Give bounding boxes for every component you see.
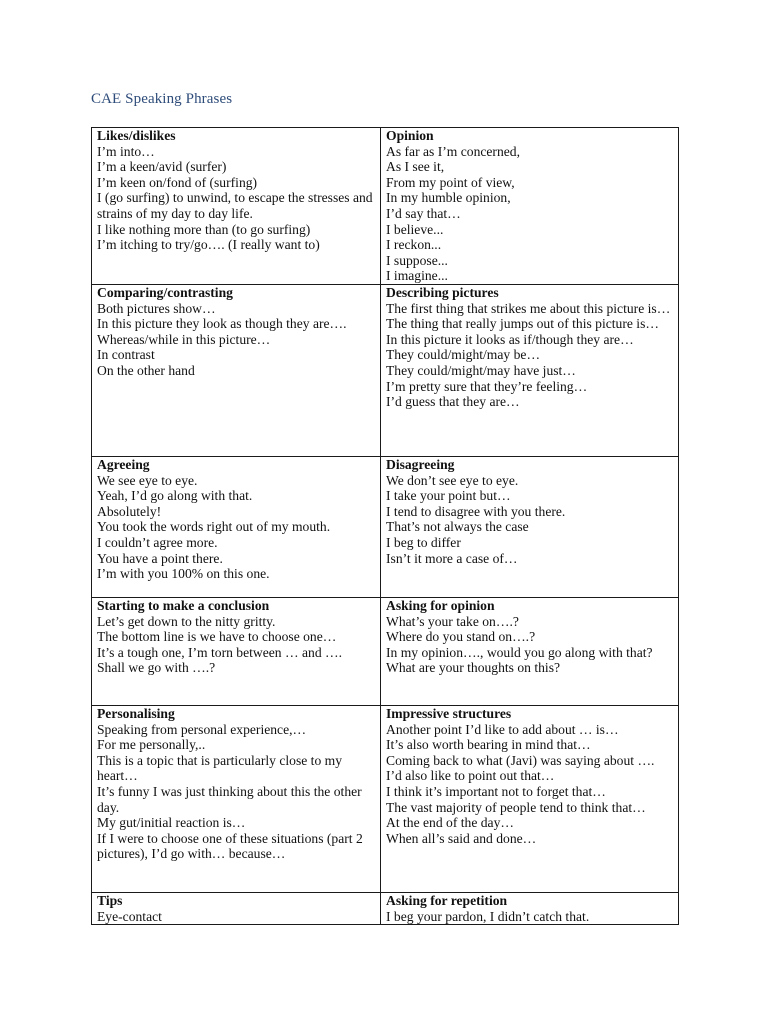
phrase-item: Let’s get down to the nitty gritty. (97, 613, 276, 629)
phrase-item: It’s funny I was just thinking about this the other day. (97, 783, 362, 815)
phrase-item: If I were to choose one of these situations (part 2 pictures), I’d go with… because… (97, 830, 363, 862)
category-heading: Personalising (97, 705, 175, 721)
phrase-item: I beg to differ (386, 534, 461, 550)
phrase-item: I like nothing more than (to go surfing) (97, 221, 311, 237)
phrase-item: It’s a tough one, I’m torn between … and …. (97, 644, 343, 660)
phrase-list (97, 144, 375, 253)
phrase-item: Yeah, I’d go along with that. (97, 488, 253, 504)
phrase-item: At the end of the day… (386, 815, 514, 831)
phrase-item: My gut/initial reaction is… (97, 815, 246, 831)
phrase-item: In my humble opinion, (386, 190, 511, 206)
phrase-item: The first thing that strikes me about this picture is… (386, 300, 671, 316)
phrases-table-body (92, 128, 679, 925)
phrase-item: What are your thoughts on this? (386, 660, 561, 676)
phrase-item: From my point of view, (386, 174, 515, 190)
table-row (92, 128, 679, 285)
phrase-item: It’s also worth bearing in mind that… (386, 737, 591, 753)
phrase-item: That’s not always the case (386, 519, 529, 535)
phrase-item: This is a topic that is particularly close to my heart… (97, 752, 343, 784)
phrase-item: When all’s said and done… (386, 830, 537, 846)
phrase-list (97, 301, 375, 379)
category-heading: Comparing/contrasting (97, 284, 233, 300)
phrase-item: For me personally,.. (97, 737, 206, 753)
phrase-list (386, 473, 673, 567)
phrase-item: On the other hand (97, 362, 195, 378)
table-row (92, 892, 679, 924)
phrase-item: Eye-contact (97, 908, 162, 924)
category-cell-impressive-structures (381, 705, 679, 892)
phrase-item: I (go surfing) to unwind, to escape the stresses and strains of my day to day life. (97, 190, 373, 221)
phrase-item: Absolutely! (97, 503, 162, 519)
category-heading: Likes/dislikes (97, 128, 176, 143)
phrase-item: You have a point there. (97, 550, 223, 566)
phrase-item: Both pictures show… (97, 300, 216, 316)
phrase-item: In this picture it looks as if/though they are… (386, 331, 634, 347)
phrase-item: Where do you stand on….? (386, 629, 536, 645)
phrases-table (91, 127, 679, 925)
phrase-item: Coming back to what (Javi) was saying about …. I’d also like to point out that… (386, 752, 655, 784)
table-row (92, 456, 679, 597)
category-heading: Describing pictures (386, 284, 499, 300)
phrase-item: As I see it, (386, 159, 445, 175)
table-row (92, 705, 679, 892)
phrase-item: As far as I’m concerned, (386, 143, 520, 159)
category-cell-personalising (92, 705, 381, 892)
category-cell-likes-dislikes (92, 128, 381, 285)
phrase-item: Isn’t it more a case of… (386, 550, 518, 566)
category-heading: Asking for opinion (386, 597, 495, 613)
phrase-item: In contrast (97, 347, 155, 363)
category-cell-describing-pictures (381, 284, 679, 456)
category-cell-tips (92, 892, 381, 924)
table-row (92, 597, 679, 705)
category-heading: Asking for repetition (386, 892, 508, 908)
category-cell-conclusion (92, 597, 381, 705)
phrase-item: Speaking from personal experience,… (97, 721, 307, 737)
phrase-item: I think it’s important not to forget that… (386, 783, 606, 799)
phrase-list (386, 614, 673, 676)
phrase-item: The thing that really jumps out of this picture is… (386, 316, 659, 332)
phrase-item: I’m keen on/fond of (surfing) (97, 174, 258, 190)
document-title: CAE Speaking Phrases (91, 91, 233, 107)
category-heading: Starting to make a conclusion (97, 597, 270, 613)
phrase-item: I reckon... (386, 237, 442, 253)
phrase-item: In my opinion…., would you go along with that? (386, 644, 653, 660)
phrase-item: We don’t see eye to eye. (386, 472, 519, 488)
category-heading: Impressive structures (386, 705, 512, 721)
phrase-item: I’m with you 100% on this one. (97, 566, 270, 582)
phrase-item: I’m a keen/avid (surfer) (97, 159, 227, 175)
category-heading: Disagreeing (386, 456, 455, 472)
category-cell-opinion (381, 128, 679, 285)
phrase-list (386, 722, 673, 847)
phrase-item: What’s your take on….? (386, 613, 519, 629)
phrase-item: I take your point but… (386, 488, 511, 504)
phrase-item: I tend to disagree with you there. (386, 503, 566, 519)
category-cell-asking-repetition (381, 892, 679, 924)
category-heading: Tips (97, 892, 123, 908)
phrase-list (386, 909, 673, 925)
phrase-list (386, 301, 673, 410)
phrase-item: They could/might/may be… (386, 347, 541, 363)
phrase-item: I’d guess that they are… (386, 394, 520, 410)
phrase-item: The bottom line is we have to choose one… (97, 629, 337, 645)
phrase-item: The vast majority of people tend to think that… (386, 799, 646, 815)
phrase-item: I beg your pardon, I didn’t catch that. (386, 908, 590, 924)
phrase-item: I believe... (386, 221, 444, 237)
phrase-item: You took the words right out of my mouth. (97, 519, 331, 535)
phrase-item: Another point I’d like to add about … is… (386, 721, 619, 737)
category-cell-comparing-contrasting (92, 284, 381, 456)
phrase-item: I’m into… (97, 143, 155, 159)
phrase-list (97, 614, 375, 676)
category-heading: Agreeing (97, 456, 150, 472)
phrase-item: I couldn’t agree more. (97, 534, 218, 550)
phrase-item: Shall we go with ….? (97, 660, 216, 676)
phrase-item: In this picture they look as though they are…. Whereas/while in this picture… (97, 316, 347, 347)
category-heading: Opinion (386, 128, 434, 143)
table-row (92, 284, 679, 456)
phrase-item: They could/might/may have just… (386, 362, 576, 378)
phrase-item: I’m pretty sure that they’re feeling… (386, 378, 588, 394)
phrase-list (97, 722, 375, 862)
phrase-list (386, 144, 673, 284)
phrase-list (97, 473, 375, 582)
category-cell-disagreeing (381, 456, 679, 597)
category-cell-agreeing (92, 456, 381, 597)
phrase-list (97, 909, 375, 925)
phrase-item: I imagine... (386, 268, 448, 284)
phrase-item: I’m itching to try/go…. (I really want to) (97, 237, 320, 253)
category-cell-asking-opinion (381, 597, 679, 705)
phrase-item: I’d say that… (386, 205, 461, 221)
phrase-item: We see eye to eye. (97, 472, 198, 488)
phrase-item: I suppose... (386, 252, 448, 268)
